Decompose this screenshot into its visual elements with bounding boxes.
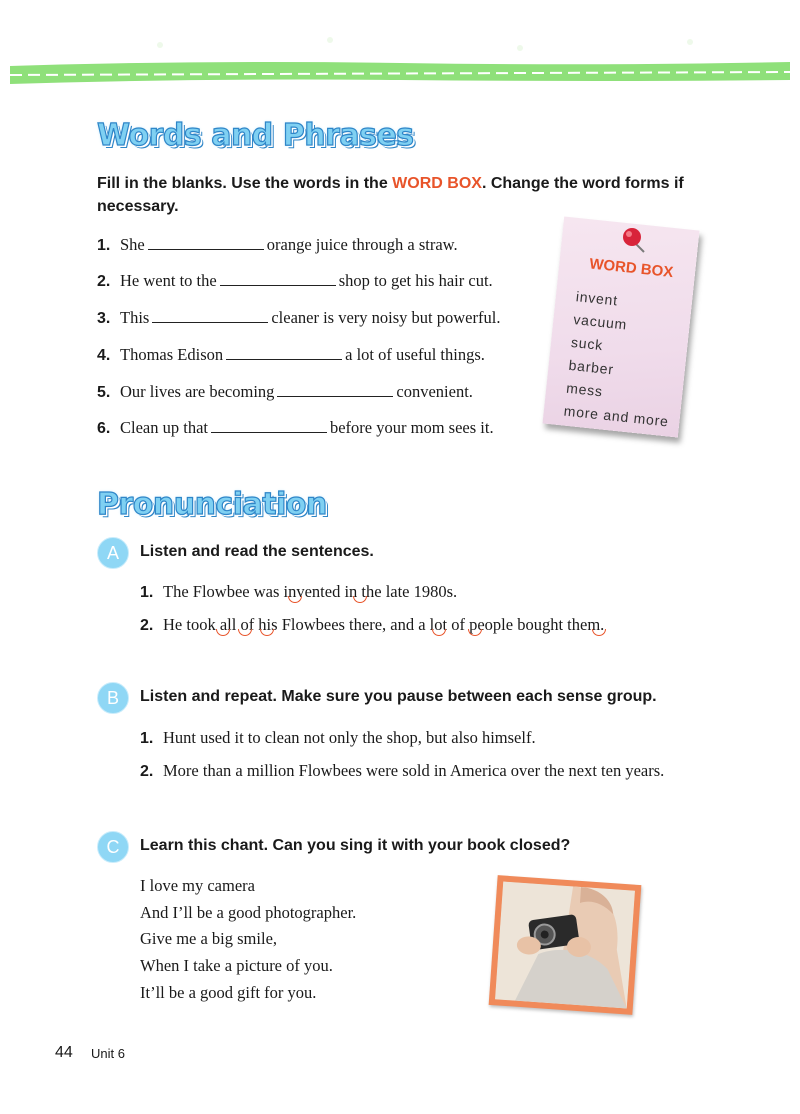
pronunciation-b-item-1 [140, 728, 536, 748]
exercise-item-2 [97, 271, 493, 291]
item-text-before: She [120, 235, 145, 254]
exercise-item-3 [97, 308, 500, 328]
item-text-before: Clean up that [120, 418, 208, 437]
item-text-before: He went to the [120, 271, 217, 290]
instruction-text: Fill in the blanks. Use the words in the [97, 175, 393, 192]
word-box-word: vacuum [572, 311, 628, 333]
chant-line: When I take a picture of you. [140, 956, 333, 975]
word-box-word: invent [575, 288, 619, 309]
item-text: More than a million Flowbees were sold in America over the next ten years. [163, 761, 665, 780]
answer-blank[interactable] [211, 418, 327, 433]
exercise-item-4 [97, 345, 485, 365]
item-text: He took all of his Flowbees there, and a lot of people bought them. [163, 615, 605, 634]
word-box-title: WORD BOX [588, 255, 675, 282]
answer-blank[interactable] [226, 345, 342, 360]
word-box-word: barber [567, 356, 615, 378]
chant-line: Give me a big smile, [140, 929, 278, 948]
label-c-badge: C [97, 831, 129, 863]
item-number: 1. [140, 730, 154, 747]
chant-line: And I’ll be a good photographer. [140, 903, 357, 922]
item-number: 2. [140, 763, 154, 780]
instruction-word-box-ref: WORD BOX [392, 175, 482, 192]
item-number: 1. [97, 237, 111, 254]
item-text: The Flowbee was invented in the late 1980s. [163, 582, 458, 601]
exercise-item-1 [97, 235, 458, 255]
top-decorative-band [0, 0, 800, 120]
item-text-after: a lot of useful things. [345, 345, 485, 364]
pronunciation-a-item-2 [140, 615, 604, 635]
word-box-word: mess [565, 379, 604, 400]
answer-blank[interactable] [277, 382, 393, 397]
label-b-badge: B [97, 682, 129, 714]
item-text-before: Our lives are becoming [120, 382, 275, 401]
chant-line: It’ll be a good gift for you. [140, 983, 317, 1002]
instruction-c: Learn this chant. Can you sing it with your book closed? [140, 837, 571, 854]
item-text-before: This [120, 308, 150, 327]
push-pin-icon [620, 222, 660, 262]
chant-line: I love my camera [140, 876, 255, 895]
item-text-after: shop to get his hair cut. [338, 271, 493, 290]
instruction-b: Listen and repeat. Make sure you pause between each sense group. [140, 688, 657, 705]
item-text-after: convenient. [396, 382, 473, 401]
exercise-item-6 [97, 418, 494, 438]
item-number: 3. [97, 310, 111, 327]
person-with-camera-image [495, 882, 635, 1009]
item-number: 6. [97, 420, 111, 437]
item-text-after: cleaner is very noisy but powerful. [271, 308, 501, 327]
item-number: 4. [97, 347, 111, 364]
item-number: 2. [97, 273, 111, 290]
instruction-text-end: . Change the word forms if necessary. [97, 175, 684, 215]
item-text: Hunt used it to clean not only the shop, but also himself. [163, 728, 536, 747]
instruction-a: Listen and read the sentences. [140, 543, 374, 560]
label-a-badge: A [97, 537, 129, 569]
answer-blank[interactable] [152, 308, 268, 323]
answer-blank[interactable] [220, 271, 336, 286]
section-title-pronunciation: Pronunciation [97, 487, 327, 522]
answer-blank[interactable] [148, 235, 264, 250]
word-box-word: suck [570, 333, 604, 354]
pronunciation-b-item-2 [140, 761, 664, 781]
word-box-word: more and more [563, 402, 670, 430]
item-text-after: orange juice through a straw. [266, 235, 458, 254]
page-number: 44 [55, 1044, 73, 1061]
words-instruction [97, 172, 717, 218]
exercise-item-5 [97, 382, 473, 402]
item-number: 2. [140, 617, 154, 634]
item-number: 1. [140, 584, 154, 601]
item-number: 5. [97, 384, 111, 401]
item-text-after: before your mom sees it. [329, 418, 494, 437]
unit-label: Unit 6 [91, 1046, 125, 1061]
camera-photo [489, 875, 642, 1015]
item-text-before: Thomas Edison [120, 345, 224, 364]
section-title-words-and-phrases: Words and Phrases [97, 118, 414, 153]
